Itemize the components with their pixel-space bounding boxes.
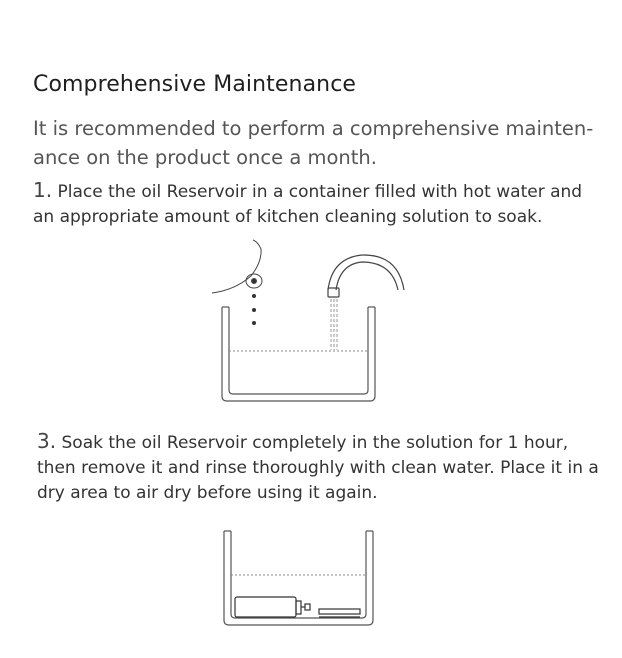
oil-reservoir-icon bbox=[235, 597, 310, 617]
lid-icon bbox=[319, 609, 360, 617]
page-title: Comprehensive Maintenance bbox=[33, 72, 357, 97]
step-text: Soak the oil Reservoir completely in the solution for 1 hour, then remove it and rinse thoroughly with clean water. Place it in a dry area to air dry before using it again. bbox=[37, 433, 599, 503]
step-text: Place the oil Reservoir in a container filled with hot water and an appropriate amount of kitchen cleaning solution to soak. bbox=[33, 182, 583, 227]
step-number: 3. bbox=[37, 429, 57, 453]
container-icon bbox=[224, 531, 373, 625]
intro-text: It is recommended to perform a comprehensive mainten-ance on the product once a month. bbox=[33, 117, 594, 169]
step-number: 1. bbox=[33, 178, 53, 202]
